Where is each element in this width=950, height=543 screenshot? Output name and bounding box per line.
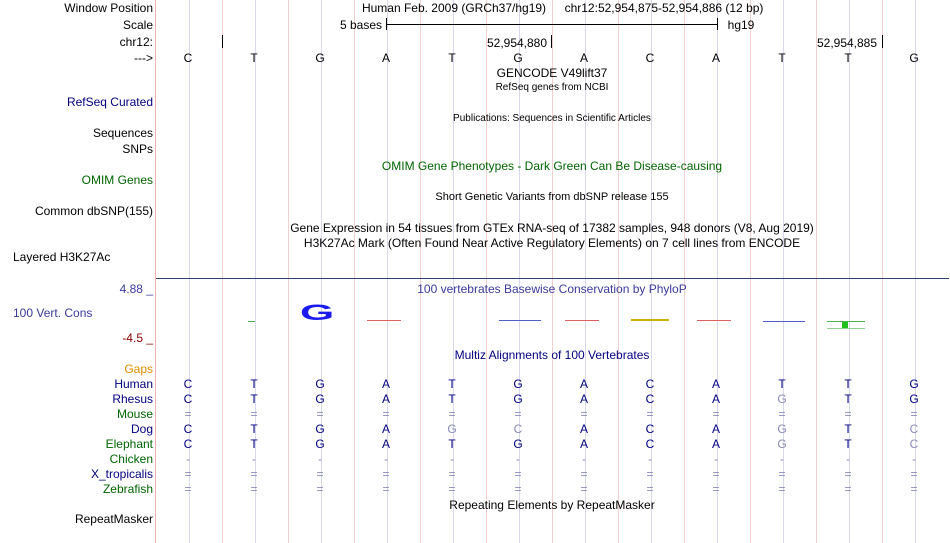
alignment-base: A: [381, 392, 390, 406]
phylop-bar: [499, 320, 541, 321]
grid-line: [420, 0, 421, 543]
grid-line: [684, 0, 685, 543]
alignment-base: T: [448, 392, 456, 406]
alignment-base: =: [250, 467, 258, 481]
alignment-base: -: [450, 452, 454, 466]
alignment-base: T: [250, 437, 258, 451]
alignment-base: =: [316, 407, 324, 421]
window-position-label: Window Position: [64, 1, 153, 15]
phylop-bar: [763, 321, 805, 322]
alignment-base: =: [778, 407, 786, 421]
layered-h3k27ac-track-label[interactable]: Layered H3K27Ac: [13, 250, 111, 264]
alignment-base: =: [844, 407, 852, 421]
reference-base: T: [448, 51, 456, 65]
alignment-base: A: [381, 422, 390, 436]
alignment-base: =: [382, 482, 390, 496]
alignment-base: =: [778, 482, 786, 496]
gencode-track-title[interactable]: GENCODE V49lift37: [496, 66, 608, 80]
gaps-label: Gaps: [124, 362, 153, 376]
grid-line: [882, 0, 883, 543]
species-label-rhesus: Rhesus: [112, 392, 153, 406]
scale-right-tick: [717, 18, 718, 30]
alignment-base: -: [582, 452, 586, 466]
species-label-dog: Dog: [130, 422, 153, 436]
alignment-base: T: [844, 422, 852, 436]
phylop-big-g-mark: G: [300, 300, 335, 325]
alignment-base: =: [316, 467, 324, 481]
coordinate-tick-2: [882, 35, 883, 48]
alignment-base: A: [579, 422, 588, 436]
grid-line: [354, 0, 355, 543]
species-label-mouse: Mouse: [116, 407, 153, 421]
track-label-column: [0, 0, 156, 543]
grid-line: [288, 0, 289, 543]
alignment-base: A: [381, 377, 390, 391]
alignment-base: =: [712, 407, 720, 421]
alignment-base: -: [186, 452, 190, 466]
assembly-name: Human Feb. 2009 (GRCh37/hg19): [361, 1, 547, 15]
scale-bar: [386, 24, 717, 25]
conservation-ymin-label: -4.5 _: [122, 331, 153, 345]
alignment-base: A: [711, 437, 720, 451]
alignment-base: =: [184, 407, 192, 421]
alignment-base: C: [183, 377, 193, 391]
alignment-base: C: [645, 422, 655, 436]
publications-track-title[interactable]: Publications: Sequences in Scientific Articles: [453, 113, 651, 124]
alignment-base: A: [711, 377, 720, 391]
alignment-base: A: [711, 392, 720, 406]
alignment-base: =: [514, 407, 522, 421]
reference-base: A: [381, 51, 390, 65]
alignment-base: G: [909, 392, 919, 406]
repeatmasker-track-label[interactable]: RepeatMasker: [74, 512, 153, 526]
alignment-base: -: [318, 452, 322, 466]
alignment-base: =: [184, 482, 192, 496]
alignment-base: C: [645, 437, 655, 451]
coordinate-tick-1: [551, 35, 552, 48]
alignment-base: =: [910, 467, 918, 481]
alignment-base: A: [711, 422, 720, 436]
reference-base: G: [513, 51, 523, 65]
alignment-base: C: [909, 437, 919, 451]
phylop-bar: [827, 328, 865, 329]
conservation-ymax-label: 4.88 _: [119, 282, 153, 296]
alignment-base: -: [846, 452, 850, 466]
alignment-base: =: [646, 407, 654, 421]
reference-base: C: [183, 51, 193, 65]
alignment-base: C: [909, 422, 919, 436]
alignment-base: A: [579, 377, 588, 391]
reference-base: C: [645, 51, 655, 65]
alignment-base: -: [648, 452, 652, 466]
alignment-base: =: [646, 467, 654, 481]
reference-base: G: [909, 51, 919, 65]
scale-bases-text: 5 bases: [339, 18, 383, 32]
reference-base: A: [711, 51, 720, 65]
reference-base: G: [315, 51, 325, 65]
alignment-base: A: [579, 437, 588, 451]
alignment-base: C: [513, 422, 523, 436]
alignment-base: G: [315, 392, 325, 406]
alignment-base: C: [183, 422, 193, 436]
multiz-track-title[interactable]: Multiz Alignments of 100 Vertebrates: [454, 348, 650, 362]
alignment-base: =: [382, 467, 390, 481]
alignment-base: =: [910, 482, 918, 496]
alignment-base: T: [778, 377, 786, 391]
alignment-base: =: [448, 482, 456, 496]
alignment-base: G: [513, 392, 523, 406]
alignment-base: =: [580, 482, 588, 496]
alignment-base: G: [513, 377, 523, 391]
alignment-base: =: [844, 482, 852, 496]
alignment-base: G: [315, 437, 325, 451]
alignment-base: =: [844, 467, 852, 481]
alignment-base: G: [447, 422, 457, 436]
phylop-bar: [631, 319, 669, 321]
grid-line: [816, 0, 817, 543]
phylop-bar: [697, 320, 731, 321]
alignment-base: -: [912, 452, 916, 466]
alignment-base: =: [580, 467, 588, 481]
alignment-base: A: [381, 437, 390, 451]
alignment-base: =: [910, 407, 918, 421]
alignment-base: G: [513, 437, 523, 451]
h3k27ac-track-title[interactable]: H3K27Ac Mark (Often Found Near Active Regulatory Elements) on 7 cell lines from ENCODE: [303, 236, 801, 250]
grid-line: [750, 0, 751, 543]
grid-line: [486, 0, 487, 543]
phylop-bar: [367, 320, 401, 321]
alignment-base: -: [516, 452, 520, 466]
alignment-base: =: [646, 482, 654, 496]
alignment-base: G: [315, 377, 325, 391]
alignment-base: C: [183, 437, 193, 451]
alignment-base: =: [250, 407, 258, 421]
reference-base: A: [579, 51, 588, 65]
alignment-base: G: [777, 422, 787, 436]
alignment-base: =: [316, 482, 324, 496]
alignment-base: =: [514, 467, 522, 481]
alignment-base: A: [579, 392, 588, 406]
coordinate-tick: [222, 35, 223, 48]
scale-label: Scale: [122, 18, 153, 32]
species-label-zebrafish: Zebrafish: [102, 482, 153, 496]
reference-base: T: [250, 51, 258, 65]
alignment-base: C: [645, 392, 655, 406]
alignment-base: =: [580, 407, 588, 421]
dbsnp-track-title[interactable]: Short Genetic Variants from dbSNP release 155: [435, 191, 669, 203]
alignment-base: T: [448, 377, 456, 391]
alignment-base: T: [844, 392, 852, 406]
phylop-bar: [565, 320, 599, 321]
species-label-elephant: Elephant: [105, 437, 153, 451]
snps-track-label[interactable]: SNPs: [122, 142, 153, 156]
alignment-base: -: [780, 452, 784, 466]
alignment-base: =: [448, 467, 456, 481]
genome-track-area[interactable]: [156, 0, 950, 543]
sequences-track-label[interactable]: Sequences: [92, 126, 153, 140]
conservation-track-label[interactable]: 100 Vert. Cons: [13, 306, 93, 320]
reference-base: T: [778, 51, 786, 65]
alignment-base: =: [712, 482, 720, 496]
species-label-x_tropicalis: X_tropicalis: [90, 467, 153, 481]
alignment-base: T: [844, 437, 852, 451]
track-separator: [156, 278, 949, 279]
alignment-base: C: [645, 377, 655, 391]
refseq-track-subtitle[interactable]: RefSeq genes from NCBI: [495, 82, 609, 93]
grid-line: [222, 0, 223, 543]
alignment-base: -: [252, 452, 256, 466]
alignment-base: -: [714, 452, 718, 466]
gtex-track-title[interactable]: Gene Expression in 54 tissues from GTEx RNA-seq of 17382 samples, 948 donors (V8, Aug 2019): [290, 221, 814, 235]
alignment-base: T: [250, 392, 258, 406]
alignment-base: G: [777, 437, 787, 451]
omim-genes-track-label[interactable]: OMIM Genes: [81, 173, 153, 187]
species-label-chicken: Chicken: [109, 452, 153, 466]
common-dbsnp-track-label[interactable]: Common dbSNP(155): [34, 204, 153, 218]
alignment-base: =: [514, 482, 522, 496]
species-label-human: Human: [114, 377, 153, 391]
alignment-base: T: [250, 422, 258, 436]
alignment-base: T: [844, 377, 852, 391]
alignment-base: T: [448, 437, 456, 451]
alignment-base: -: [384, 452, 388, 466]
alignment-base: =: [250, 482, 258, 496]
coordinate-label-1: 52,954,880: [486, 36, 548, 50]
alignment-base: =: [778, 467, 786, 481]
chromosome-label: chr12:: [119, 35, 153, 49]
grid-line: [618, 0, 619, 543]
alignment-base: =: [712, 467, 720, 481]
repeatmasker-track-title[interactable]: Repeating Elements by RepeatMasker: [449, 498, 655, 512]
phylop-bar: [248, 321, 255, 322]
alignment-base: =: [448, 407, 456, 421]
alignment-base: C: [183, 392, 193, 406]
refseq-track-label[interactable]: RefSeq Curated: [66, 95, 153, 109]
alignment-base: =: [184, 467, 192, 481]
window-position-value: chr12:52,954,875-52,954,886 (12 bp): [564, 1, 764, 15]
alignment-base: G: [909, 377, 919, 391]
alignment-base: G: [315, 422, 325, 436]
coordinate-label-2: 52,954,885: [816, 36, 878, 50]
scale-assembly-text: hg19: [727, 18, 755, 32]
alignment-base: =: [382, 407, 390, 421]
omim-track-title[interactable]: OMIM Gene Phenotypes - Dark Green Can Be Disease-causing: [381, 159, 723, 173]
alignment-base: T: [250, 377, 258, 391]
phylop-track-title[interactable]: 100 vertebrates Basewise Conservation by PhyloP: [417, 282, 687, 296]
alignment-base: G: [777, 392, 787, 406]
strand-label: --->: [134, 51, 153, 65]
reference-base: T: [844, 51, 852, 65]
